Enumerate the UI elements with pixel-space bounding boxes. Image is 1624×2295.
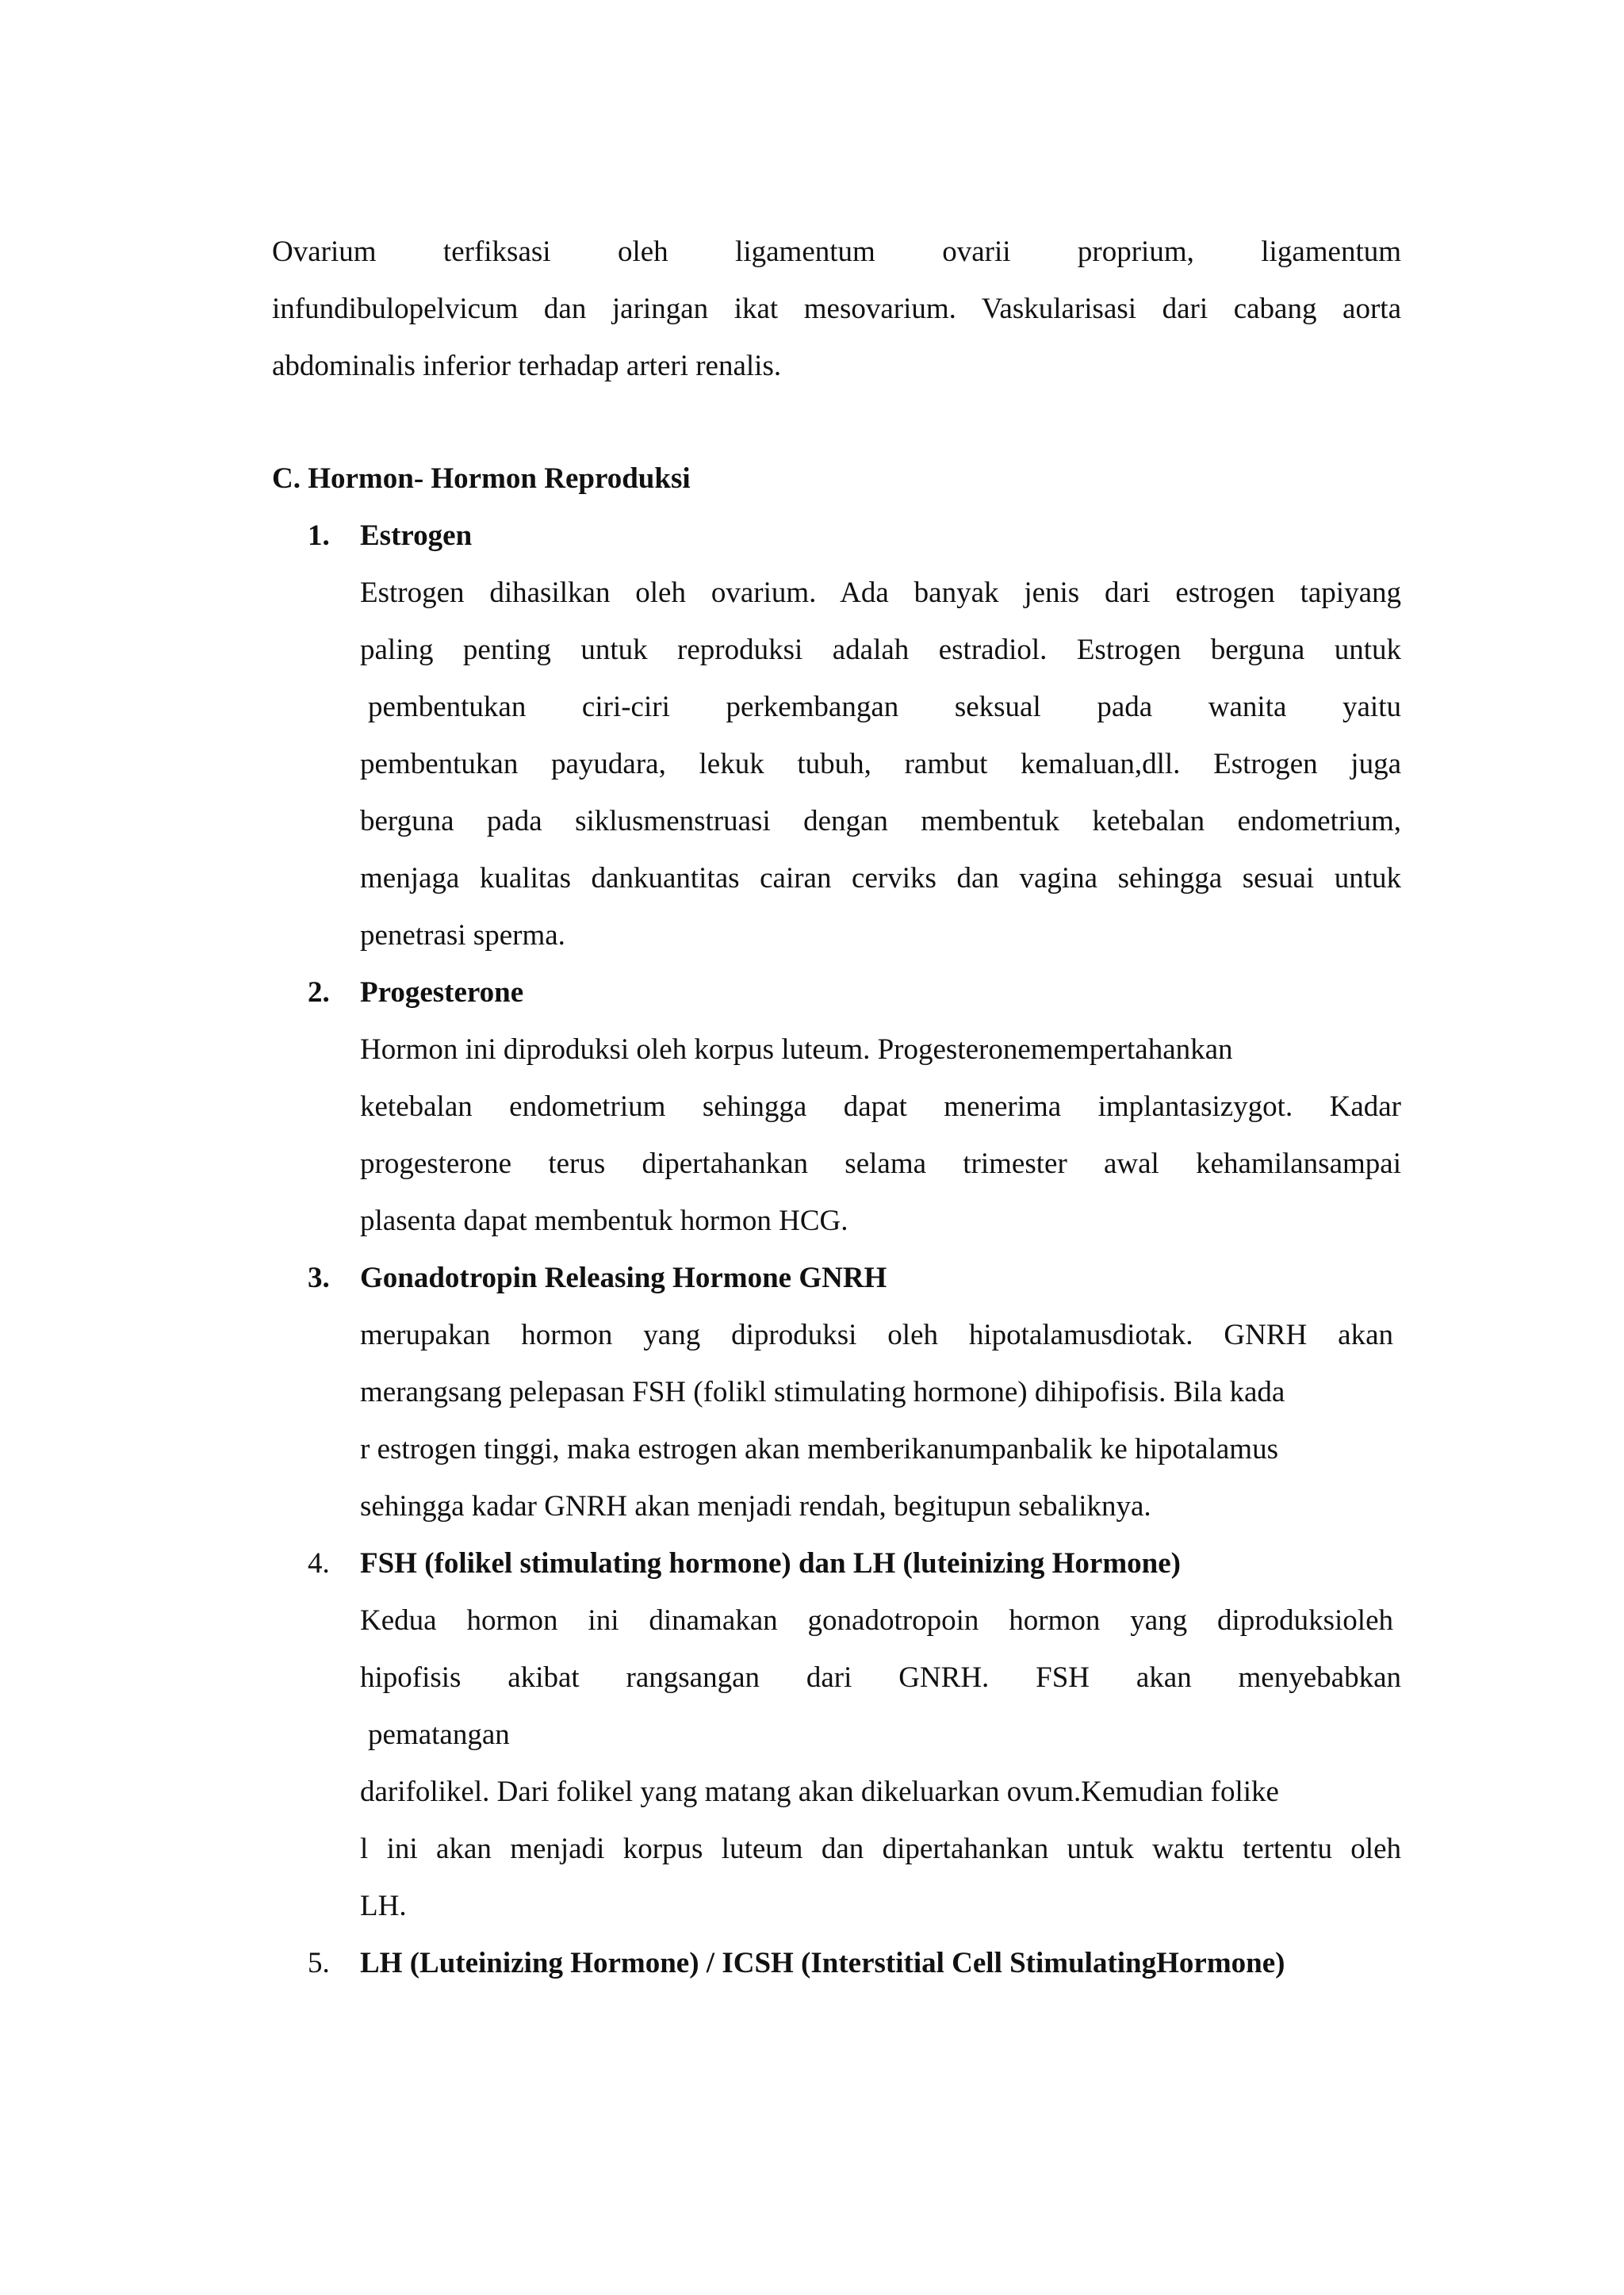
list-item-fsh-lh <box>308 1535 1401 1935</box>
list-item-body <box>360 1021 1401 1250</box>
body-line: merupakan hormon yang diproduksi oleh hipotalamusdiotak. GNRH akan <box>360 1319 1393 1351</box>
body-line: penetrasi sperma. <box>360 919 565 952</box>
body-line: pembentukan payudara, lekuk tubuh, rambut kemaluan,dll. Estrogen juga <box>360 748 1401 780</box>
list-number: 1. <box>308 519 330 552</box>
body-line: progesterone terus dipertahankan selama trimester awal kehamilansampai <box>360 1148 1401 1180</box>
body-line: Estrogen dihasilkan oleh ovarium. Ada banyak jenis dari estrogen tapiyang <box>360 577 1401 609</box>
list-number: 5. <box>308 1947 330 1979</box>
list-item-heading <box>308 1935 1401 1992</box>
body-line: menjaga kualitas dankuantitas cairan cerviks dan vagina sehingga sesuai untuk <box>360 862 1401 895</box>
intro-line: infundibulopelvicum dan jaringan ikat mesovarium. Vaskularisasi dari cabang aorta <box>272 293 1401 325</box>
list-item-body <box>360 1307 1401 1535</box>
list-item-progesterone <box>308 964 1401 1250</box>
body-line: pematangan <box>368 1718 510 1751</box>
intro-line: Ovarium terfiksasi oleh ligamentum ovarii proprium, ligamentum <box>272 236 1401 268</box>
body-line: pembentukan ciri-ciri perkembangan seksual pada wanita yaitu <box>368 691 1401 723</box>
body-line: sehingga kadar GNRH akan menjadi rendah, begitupun sebaliknya. <box>360 1490 1151 1523</box>
list-item-title: FSH (folikel stimulating hormone) dan LH (luteinizing Hormone) <box>360 1547 1181 1580</box>
list-item-gnrh <box>308 1250 1401 1535</box>
list-item-heading <box>308 508 1401 565</box>
list-item-title: LH (Luteinizing Hormone) / ICSH (Interstitial Cell StimulatingHormone) <box>360 1947 1285 1979</box>
body-line: plasenta dapat membentuk hormon HCG. <box>360 1205 848 1237</box>
body-line: LH. <box>360 1890 407 1922</box>
list-item-lh-icsh <box>308 1935 1401 1992</box>
list-item-heading <box>308 1535 1401 1592</box>
body-line: l ini akan menjadi korpus luteum dan dipertahankan untuk waktu tertentu oleh <box>360 1833 1401 1865</box>
intro-paragraph <box>272 224 1401 395</box>
body-line: Hormon ini diproduksi oleh korpus luteum. Progesteronemempertahankan <box>360 1033 1233 1066</box>
list-number: 4. <box>308 1547 330 1580</box>
list-item-body <box>360 1592 1401 1935</box>
body-line: paling penting untuk reproduksi adalah estradiol. Estrogen berguna untuk <box>360 634 1401 666</box>
list-item-body <box>360 565 1401 964</box>
body-line: Kedua hormon ini dinamakan gonadotropoin hormon yang diproduksioleh <box>360 1604 1393 1637</box>
body-line: berguna pada siklusmenstruasi dengan membentuk ketebalan endometrium, <box>360 805 1401 837</box>
body-line: hipofisis akibat rangsangan dari GNRH. FSH akan menyebabkan <box>360 1661 1401 1694</box>
body-line: merangsang pelepasan FSH (folikl stimulating hormone) dihipofisis. Bila kada <box>360 1376 1285 1408</box>
list-item-title: Estrogen <box>360 519 473 552</box>
list-item-title: Progesterone <box>360 976 524 1009</box>
intro-line: abdominalis inferior terhadap arteri renalis. <box>272 350 782 382</box>
hormone-list <box>308 508 1401 1992</box>
section-heading: C. Hormon- Hormon Reproduksi <box>272 462 691 495</box>
list-item-title: Gonadotropin Releasing Hormone GNRH <box>360 1262 887 1294</box>
list-item-estrogen <box>308 508 1401 964</box>
list-number: 2. <box>308 976 330 1009</box>
list-number: 3. <box>308 1262 330 1294</box>
list-item-heading <box>308 964 1401 1021</box>
body-line: r estrogen tinggi, maka estrogen akan memberikanumpanbalik ke hipotalamus <box>360 1433 1278 1466</box>
body-line: ketebalan endometrium sehingga dapat menerima implantasizygot. Kadar <box>360 1090 1401 1123</box>
body-line: darifolikel. Dari folikel yang matang akan dikeluarkan ovum.Kemudian folike <box>360 1776 1279 1808</box>
list-item-heading <box>308 1250 1401 1307</box>
